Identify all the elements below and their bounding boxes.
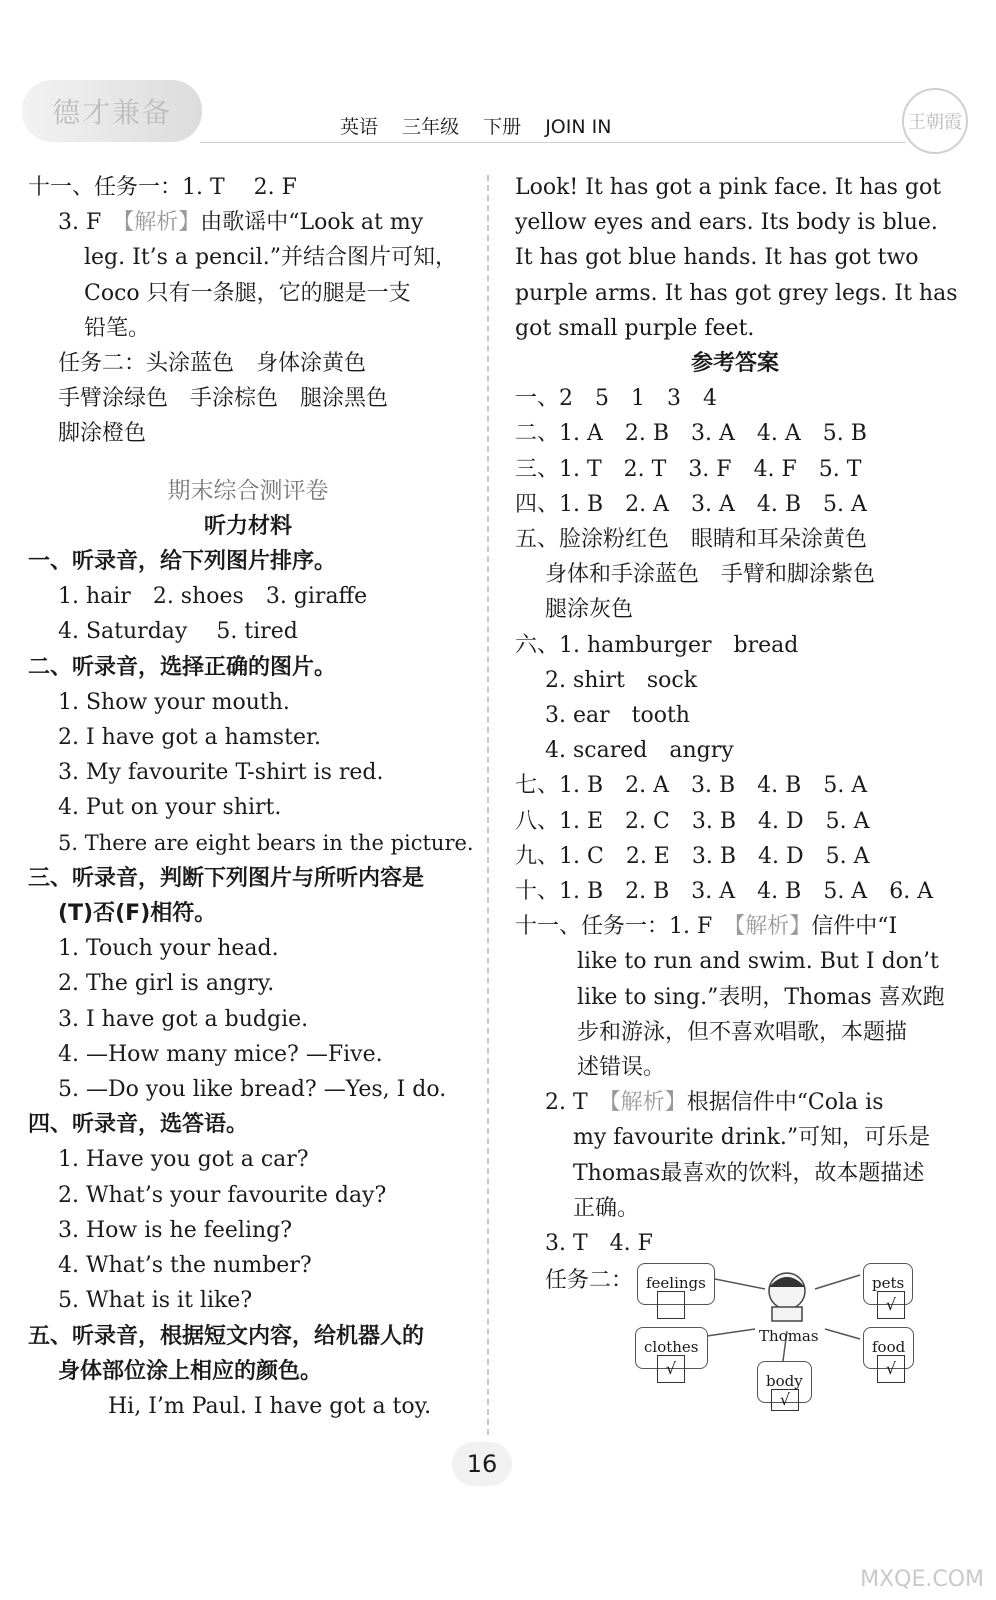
passage-line: yellow eyes and ears. Its body is blue. bbox=[515, 210, 938, 236]
logo-text: 德才兼备 bbox=[51, 96, 172, 129]
answer-line: 八、1. E 2. C 3. B 4. D 5. A bbox=[515, 808, 870, 834]
watermark: MXQE.COM bbox=[860, 1567, 984, 1592]
analysis-tag: 【解析】 bbox=[123, 210, 201, 236]
answer-line: 身体和手涂蓝色 手臂和脚涂紫色 bbox=[545, 562, 876, 588]
answer-line: 五、脸涂粉红色 眼睛和耳朵涂黄色 bbox=[515, 527, 868, 553]
check-box: √ bbox=[877, 1291, 905, 1319]
answer-line: 铅笔。 bbox=[84, 315, 151, 341]
listening-line: 3. My favourite T-shirt is red. bbox=[58, 760, 384, 786]
subject: 英语 bbox=[340, 116, 379, 138]
node-clothes: clothes bbox=[635, 1327, 708, 1368]
node-food: food bbox=[863, 1327, 914, 1368]
answer-line: 一、2 5 1 3 4 bbox=[515, 386, 717, 412]
volume: 下册 bbox=[483, 116, 522, 138]
listening-line: 5. What is it like? bbox=[58, 1288, 253, 1314]
book-title bbox=[340, 112, 629, 139]
answer-line: 十一、任务一：1. T 2. F bbox=[28, 175, 297, 200]
passage-line: It has got blue hands. It has got two bbox=[515, 245, 919, 271]
listening-line: 4. —How many mice? —Five. bbox=[58, 1041, 383, 1067]
node-pets: pets bbox=[863, 1263, 913, 1304]
listening-line: 2. I have got a hamster. bbox=[58, 725, 322, 751]
listening-line: 1. Touch your head. bbox=[58, 936, 279, 962]
listening-line: 5. —Do you like bread? —Yes, I do. bbox=[58, 1077, 447, 1103]
section-title: 期末综合测评卷 bbox=[167, 477, 329, 504]
brand-logo bbox=[22, 80, 202, 142]
answer-line: 4. scared angry bbox=[545, 738, 734, 764]
edition: JOIN IN bbox=[545, 116, 612, 138]
passage-line: got small purple feet. bbox=[515, 315, 755, 341]
question-heading: 二、听录音，选择正确的图片。 bbox=[28, 654, 337, 680]
answer-line: 二、1. A 2. B 3. A 4. A 5. B bbox=[515, 421, 867, 447]
check-box bbox=[657, 1291, 685, 1319]
analysis-tag: 【解析】 bbox=[734, 914, 812, 940]
answers-title: 参考答案 bbox=[690, 351, 779, 377]
answer-line: 九、1. C 2. E 3. B 4. D 5. A bbox=[515, 843, 870, 869]
task2-mindmap bbox=[515, 1261, 955, 1411]
answer-line: like to sing.”表明，Thomas 喜欢跑 bbox=[577, 984, 945, 1010]
listening-line: 3. I have got a budgie. bbox=[58, 1006, 309, 1032]
answer-line: Thomas最喜欢的饮料，故本题描述 bbox=[573, 1160, 925, 1186]
grade: 三年级 bbox=[402, 116, 460, 138]
listening-line: Hi, I’m Paul. I have got a toy. bbox=[108, 1393, 432, 1419]
listening-line: 1. Have you got a car? bbox=[58, 1147, 309, 1173]
listening-line: 4. Saturday 5. tired bbox=[58, 619, 298, 645]
answer-line: 2. T 【解析】根据信件中“Cola is bbox=[545, 1090, 884, 1116]
answer-line: 六、1. hamburger bread bbox=[515, 632, 799, 658]
analysis-tag: 【解析】 bbox=[609, 1090, 687, 1116]
answer-line: 任务二：头涂蓝色 身体涂黄色 bbox=[58, 351, 367, 377]
page-header bbox=[0, 0, 996, 150]
check-box: √ bbox=[771, 1389, 799, 1411]
answer-line: 2. shirt sock bbox=[545, 667, 698, 693]
node-thomas: Thomas bbox=[759, 1327, 819, 1346]
header-rule bbox=[200, 142, 906, 143]
listening-line: 3. How is he feeling? bbox=[58, 1217, 293, 1243]
listening-line: 2. What’s your favourite day? bbox=[58, 1182, 387, 1208]
answer-line: 脚涂橙色 bbox=[58, 421, 147, 447]
question-heading: 三、听录音，判断下列图片与所听内容是 bbox=[28, 865, 425, 891]
right-column bbox=[515, 170, 958, 1411]
listening-line: 1. hair 2. shoes 3. giraffe bbox=[58, 584, 368, 610]
listening-title: 听力材料 bbox=[203, 513, 292, 539]
question-heading: 五、听录音，根据短文内容，给机器人的 bbox=[28, 1323, 425, 1349]
answer-line: 步和游泳，但不喜欢唱歌，本题描 bbox=[577, 1019, 908, 1045]
answer-line: 正确。 bbox=[573, 1195, 640, 1221]
answer-line: 3. ear tooth bbox=[545, 703, 690, 729]
answer-line: 述错误。 bbox=[577, 1055, 666, 1081]
task2-label: 任务二： bbox=[545, 1268, 634, 1294]
brand-seal bbox=[902, 88, 968, 154]
answer-line: 三、1. T 2. T 3. F 4. F 5. T bbox=[515, 456, 862, 482]
node-body: body bbox=[757, 1361, 812, 1402]
node-feelings: feelings bbox=[637, 1263, 715, 1304]
seal-text: 王朝霞 bbox=[908, 112, 962, 133]
listening-line: 5. There are eight bears in the picture. bbox=[58, 830, 474, 855]
answer-line: 四、1. B 2. A 3. A 4. B 5. A bbox=[515, 491, 867, 517]
answer-line: 十、1. B 2. B 3. A 4. B 5. A 6. A bbox=[515, 879, 934, 905]
listening-line: 1. Show your mouth. bbox=[58, 689, 290, 715]
question-heading: 一、听录音，给下列图片排序。 bbox=[28, 549, 337, 575]
listening-line: 2. The girl is angry. bbox=[58, 971, 275, 997]
answer-line: 3. T 4. F bbox=[545, 1231, 653, 1257]
question-heading: 四、听录音，选答语。 bbox=[28, 1112, 249, 1138]
page-number: 16 bbox=[452, 1442, 512, 1486]
check-box: √ bbox=[657, 1355, 685, 1383]
check-box: √ bbox=[877, 1355, 905, 1383]
listening-line: 4. Put on your shirt. bbox=[58, 795, 282, 821]
answer-line: 十一、任务一：1. F 【解析】信件中“I bbox=[515, 914, 898, 940]
passage-line: Look! It has got a pink face. It has got bbox=[515, 175, 942, 200]
listening-line: 4. What’s the number? bbox=[58, 1253, 312, 1279]
answer-line: leg. It’s a pencil.”并结合图片可知， bbox=[84, 245, 457, 271]
answer-line: 七、1. B 2. A 3. B 4. B 5. A bbox=[515, 773, 868, 799]
question-heading: (T)否(F)相符。 bbox=[58, 901, 217, 927]
answer-line: my favourite drink.”可知，可乐是 bbox=[573, 1125, 931, 1151]
answer-line: 手臂涂绿色 手涂棕色 腿涂黑色 bbox=[58, 386, 389, 412]
question-heading: 身体部位涂上相应的颜色。 bbox=[58, 1358, 323, 1384]
answer-line: like to run and swim. But I don’t bbox=[577, 949, 939, 975]
answer-line: 3. F 【解析】由歌谣中“Look at my bbox=[58, 210, 424, 236]
left-column bbox=[28, 170, 474, 1424]
passage-line: purple arms. It has got grey legs. It has bbox=[515, 280, 958, 306]
answer-line: Coco 只有一条腿，它的腿是一支 bbox=[84, 280, 411, 306]
answer-line: 腿涂灰色 bbox=[545, 597, 634, 623]
column-divider bbox=[487, 175, 489, 1435]
